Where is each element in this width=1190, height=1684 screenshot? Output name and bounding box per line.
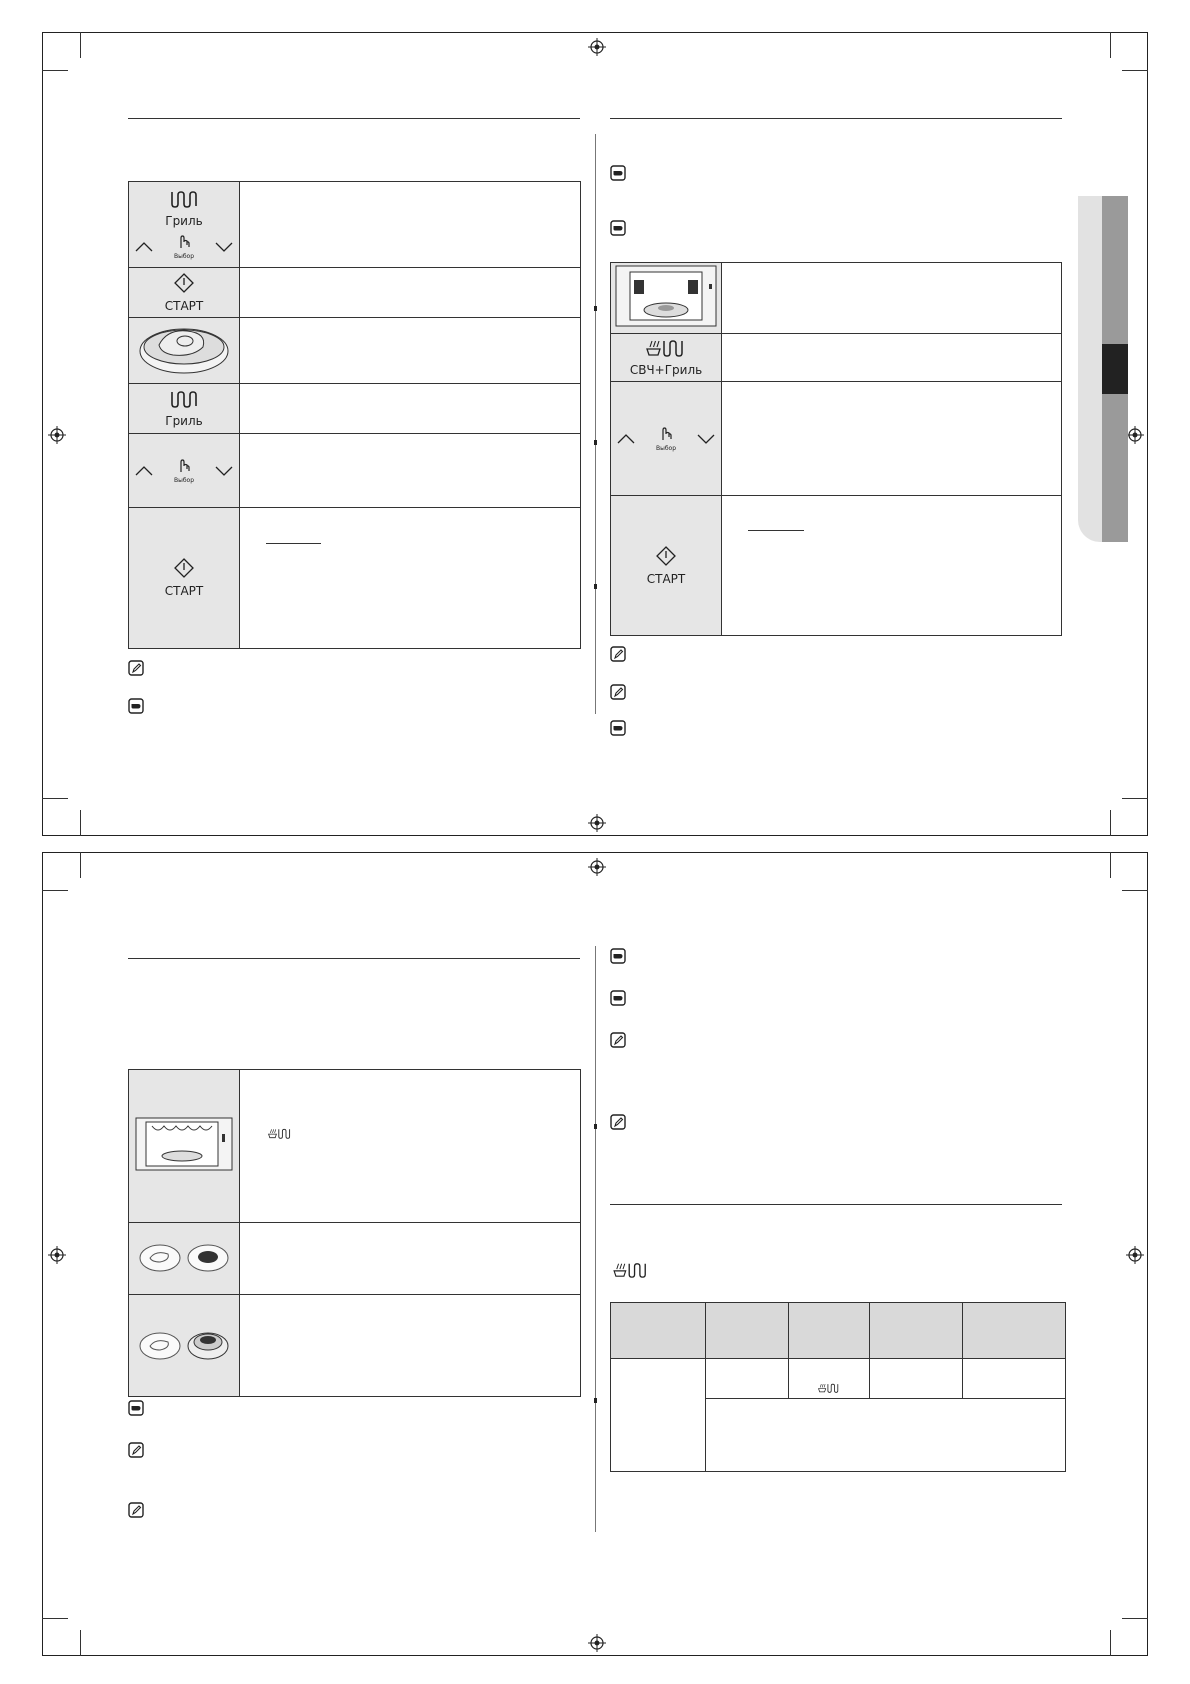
table-header-cell [963,1303,1066,1359]
grill-steps-table [128,181,581,649]
grill-heater-icon [170,390,198,408]
table-cell [706,1359,789,1399]
table-cell [611,1359,706,1472]
table-cell [870,1359,963,1399]
grill-select-cell [129,182,240,268]
divider-tick [594,584,597,589]
section-rule [128,958,580,959]
chevron-down-icon[interactable] [697,434,715,444]
start-diamond-icon [656,546,676,566]
oven-image-cell [611,263,722,334]
section-rule [610,118,1062,119]
registration-mark-icon [1126,1246,1144,1264]
combo-steps-table [610,262,1062,636]
pointing-hand-icon [610,990,626,1006]
chevron-down-icon[interactable] [215,466,233,476]
step-text-cell [240,182,581,268]
plates-illustration [136,1324,232,1364]
oven-image-cell [129,1070,240,1223]
crop-mark [42,890,68,891]
section-rule [610,1204,1062,1205]
crop-mark [1122,798,1148,799]
registration-mark-icon [48,426,66,444]
select-label: Выбор [173,476,195,484]
combo-button-label: СВЧ+Гриль [629,362,703,377]
step-text-cell [240,1070,581,1223]
microwave-grill-icon [268,1128,292,1139]
crop-mark [1110,810,1111,836]
crop-mark [80,1630,81,1656]
column-divider [595,946,596,1532]
grill-button-label: Гриль [165,413,203,428]
chevron-up-icon[interactable] [135,466,153,476]
pointing-hand-icon [610,220,626,236]
chapter-tab-strip [1078,196,1128,542]
table-header-cell [870,1303,963,1359]
chevron-up-icon[interactable] [135,242,153,252]
chevron-up-icon[interactable] [617,434,635,444]
crop-mark [1110,1630,1111,1656]
divider-tick [594,440,597,445]
select-control-cell [611,382,722,496]
grill-button-cell[interactable] [129,384,240,434]
turntable-image-cell [129,318,240,384]
divider-tick [594,306,597,311]
select-dial[interactable] [174,234,194,260]
select-dial[interactable] [656,426,676,452]
step-text-cell [240,1295,581,1397]
start-button-label: СТАРТ [164,298,204,313]
start-button-label: СТАРТ [646,571,686,586]
crop-mark [1122,1618,1148,1619]
plates-image-cell [129,1223,240,1295]
note-pencil-icon [128,1502,144,1518]
start-diamond-icon [174,558,194,578]
start-diamond-icon [174,273,194,293]
oven-interior-illustration [614,264,718,328]
start-button-cell[interactable] [129,268,240,318]
table-cell [789,1359,870,1399]
note-pencil-icon [128,660,144,676]
pointing-hand-icon [610,165,626,181]
table-cell [706,1399,1066,1472]
step-text-cell [240,384,581,434]
registration-mark-icon [588,858,606,876]
pointing-hand-icon [610,720,626,736]
select-label: Выбор [173,252,195,260]
step-text-cell [240,434,581,508]
table-header-cell [611,1303,706,1359]
chevron-down-icon[interactable] [215,242,233,252]
step-text-cell [722,334,1062,382]
plates-illustration [136,1240,232,1274]
step-text-cell [240,268,581,318]
crop-mark [1110,32,1111,58]
underline-mark [266,543,321,544]
chapter-tab-active [1102,344,1128,394]
table-header-cell [706,1303,789,1359]
crop-mark [80,852,81,878]
note-pencil-icon [610,646,626,662]
select-dial[interactable] [174,458,194,484]
pointing-hand-icon [610,948,626,964]
start-button-label: СТАРТ [164,584,204,598]
column-divider [595,134,596,714]
crop-mark [1122,890,1148,891]
crusty-plate-illustration [137,321,231,377]
step-text-cell [722,382,1062,496]
pointing-hand-icon [128,698,144,714]
chapter-tab-light [1078,196,1102,542]
plates-image-cell [129,1295,240,1397]
registration-mark-icon [1126,426,1144,444]
grill-heater-icon [170,190,198,208]
crop-mark [80,32,81,58]
step-text-cell [240,318,581,384]
crop-mark [42,70,68,71]
note-pencil-icon [128,1442,144,1458]
divider-tick [594,1124,597,1129]
note-pencil-icon [610,1114,626,1130]
crop-mark [1122,70,1148,71]
grill-button-label: Гриль [165,213,203,228]
select-hand-icon [178,235,190,249]
start-button-cell[interactable] [611,496,722,636]
divider-tick [594,1398,597,1403]
table-cell [963,1359,1066,1399]
settings-grid-table [610,1302,1066,1472]
preheat-steps-table [128,1069,581,1397]
pointing-hand-icon [128,1400,144,1416]
table-header-cell [789,1303,870,1359]
crop-mark [1110,852,1111,878]
crop-mark [42,1618,68,1619]
select-hand-icon [178,459,190,473]
note-pencil-icon [610,684,626,700]
note-pencil-icon [610,1032,626,1048]
oven-preheat-illustration [134,1116,234,1172]
registration-mark-icon [48,1246,66,1264]
registration-mark-icon [588,1634,606,1652]
step-text-cell [240,508,581,649]
microwave-grill-icon [646,339,686,357]
crop-mark [80,810,81,836]
registration-mark-icon [588,38,606,56]
registration-mark-icon [588,814,606,832]
microwave-grill-icon [612,1262,650,1278]
step-text-cell [722,496,1062,636]
step-text-cell [240,1223,581,1295]
crop-mark [42,798,68,799]
section-rule [128,118,580,119]
start-button-cell[interactable] [129,508,240,649]
combo-button-cell[interactable] [611,334,722,382]
select-control-cell [129,434,240,508]
microwave-grill-icon [818,1383,840,1393]
select-hand-icon [660,427,672,441]
step-text-cell [722,263,1062,334]
underline-mark [748,530,804,531]
select-label: Выбор [655,444,677,452]
